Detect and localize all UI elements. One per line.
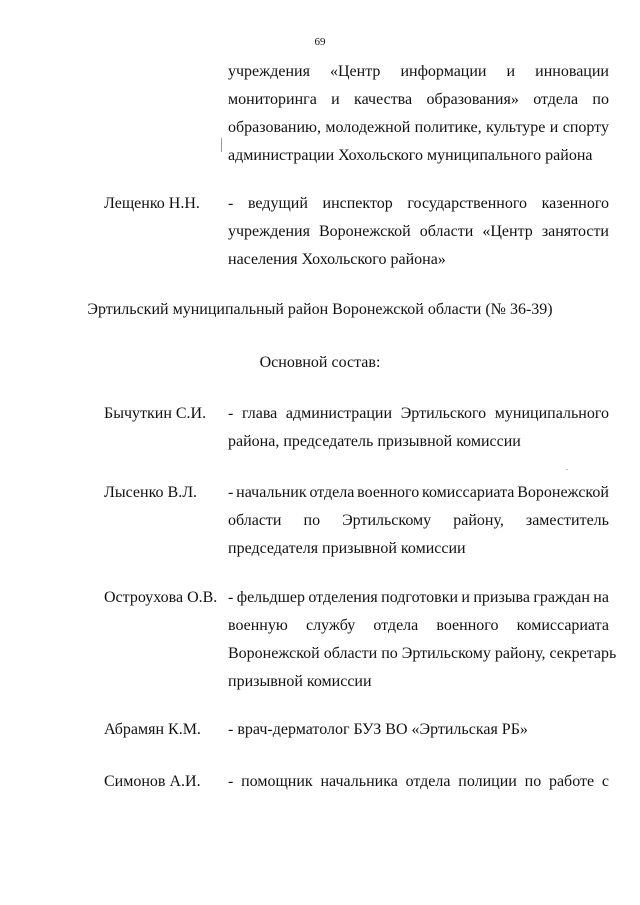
word: заместитель [525, 512, 609, 529]
intro-line [228, 62, 609, 82]
entry-line [228, 194, 609, 214]
word: Воронежской [319, 223, 411, 240]
word: образования» [426, 91, 519, 108]
scan-speck [566, 469, 568, 470]
word: помощник [241, 773, 313, 790]
word: ведущий [247, 195, 308, 212]
word: Воронежской [517, 484, 609, 501]
member-line [228, 720, 609, 740]
word: и [331, 91, 340, 108]
word: комиссариата [516, 617, 609, 634]
word: Воронежской области по Эртильскому району, секретарь [228, 645, 617, 662]
margin-mark [221, 138, 222, 152]
word: Эртильскому [342, 512, 432, 529]
word: области [228, 512, 282, 529]
word: казенного [541, 195, 609, 212]
word: отделения [308, 589, 378, 606]
word: занятости [541, 223, 609, 240]
word: полиции [458, 773, 517, 790]
word: району, [453, 512, 504, 529]
member-name: Остроухова О.В. [104, 589, 218, 606]
word: по [303, 512, 321, 529]
word: - [228, 484, 234, 501]
word: председателя призывной комиссии [228, 540, 466, 557]
word: района, председатель призывной комиссии [228, 433, 521, 450]
section-title: Эртильский муниципальный район Воронежской области (№ 36-39) [87, 301, 553, 318]
intro-line [228, 118, 609, 138]
word: - [228, 195, 234, 212]
word: граждан [533, 589, 590, 606]
word: по [524, 773, 542, 790]
word: области [419, 223, 474, 240]
word: отдела [309, 484, 355, 501]
word: работе [548, 773, 595, 790]
member-line [228, 511, 609, 531]
word: начальник [236, 484, 307, 501]
word: и [506, 63, 516, 80]
word: военную [228, 617, 288, 634]
word: - [228, 589, 234, 606]
word: фельдшер [236, 589, 306, 606]
entry-line [228, 250, 609, 270]
subsection-title: Основной состав: [259, 354, 381, 371]
word: по [592, 91, 609, 108]
intro-line [228, 146, 609, 166]
word: отдела [405, 773, 451, 790]
word: информации [400, 63, 487, 80]
word: муниципального [494, 405, 609, 422]
member-name: Абрамян К.М. [104, 721, 201, 738]
member-line [228, 672, 609, 692]
word: отдела [533, 91, 579, 108]
entry-line [228, 222, 609, 242]
word: - [228, 773, 234, 790]
word: учреждения [228, 223, 310, 240]
member-line [228, 644, 617, 664]
word: населения Хохольского района» [228, 251, 446, 268]
word: и [549, 119, 559, 136]
member-line [228, 616, 609, 636]
word: на [593, 589, 609, 606]
member-name: Бычуткин С.И. [104, 405, 207, 422]
word: комиссариата [422, 484, 515, 501]
word: культуре [485, 119, 546, 136]
member-line [228, 483, 609, 503]
word: администрации Хохольского муниципального района [228, 147, 593, 164]
word: политике, [414, 119, 482, 136]
word: «Центр [482, 223, 533, 240]
word: военного [436, 617, 499, 634]
word: начальника [320, 773, 398, 790]
word: глава [241, 405, 278, 422]
word: и [461, 589, 470, 606]
word: службу [305, 617, 356, 634]
member-line [228, 772, 609, 792]
entry-name: Лещенко Н.Н. [104, 195, 200, 212]
word: подготовки [381, 589, 459, 606]
word: «Центр [329, 63, 381, 80]
member-line [228, 539, 609, 559]
intro-line [228, 90, 609, 110]
word: государственного [407, 195, 528, 212]
word: отдела [373, 617, 419, 634]
word: военного [357, 484, 420, 501]
member-line [228, 588, 609, 608]
member-line [228, 404, 609, 424]
word: призывной комиссии [228, 673, 372, 690]
word: молодежной [325, 119, 411, 136]
word: спорту [562, 119, 609, 136]
word: - врач-дерматолог БУЗ ВО «Эртильская РБ» [228, 721, 528, 738]
word: образованию, [228, 119, 321, 136]
word: - [228, 405, 234, 422]
member-line [228, 432, 609, 452]
page-number: 69 [314, 36, 326, 48]
member-name: Лысенко В.Л. [104, 484, 198, 501]
word: администрации [285, 405, 393, 422]
word: мониторинга [228, 91, 317, 108]
word: инновации [535, 63, 609, 80]
member-name: Симонов А.И. [104, 773, 201, 790]
word: с [601, 773, 609, 790]
word: Эртильского [400, 405, 487, 422]
word: учреждения [228, 63, 310, 80]
word: инспектор [322, 195, 393, 212]
word: призыва [473, 589, 530, 606]
word: качества [354, 91, 413, 108]
